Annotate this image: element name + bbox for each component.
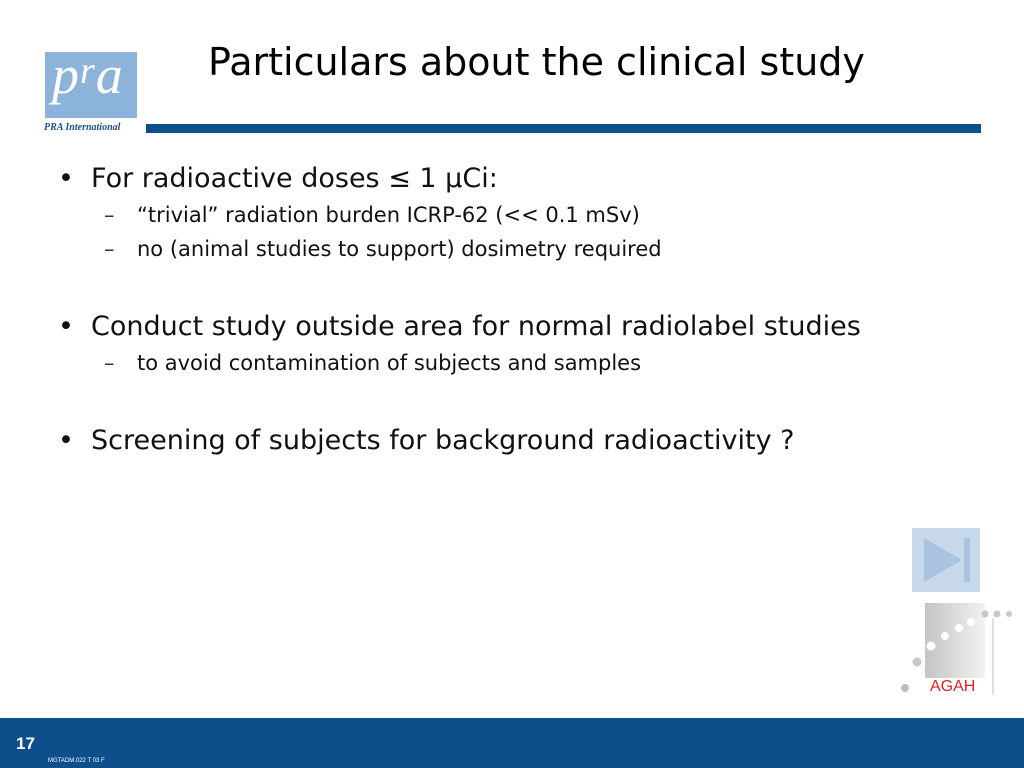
- bullet-dot: •: [58, 311, 74, 342]
- sub-bullet-item: [58, 198, 988, 232]
- sub-bullet-dash: –: [104, 351, 115, 375]
- next-slide-button[interactable]: [912, 528, 980, 592]
- play-next-icon: [912, 528, 980, 592]
- pra-logo-subtitle: PRA International: [44, 122, 121, 133]
- slide-content: [58, 160, 988, 460]
- bullet-text: Screening of subjects for background radioactivity ?: [91, 425, 795, 456]
- bullet-dot: •: [58, 425, 74, 456]
- sub-bullet-item: [58, 232, 988, 266]
- pra-logo-letters: $p^ra$: [52, 45, 124, 105]
- agah-logo-text: AGAH: [930, 678, 976, 695]
- bullet-dot: •: [58, 163, 74, 194]
- page-number: 17: [16, 734, 35, 753]
- sub-bullet-item: [58, 346, 988, 380]
- bullet-text: Conduct study outside area for normal radiolabel studies: [91, 311, 861, 342]
- sub-bullet-text: “trivial” radiation burden ICRP-62 (<< 0.1 mSv): [137, 203, 640, 227]
- sub-bullet-dash: –: [104, 237, 115, 261]
- bullet-item: [58, 160, 988, 198]
- sub-bullet-text: to avoid contamination of subjects and samples: [137, 351, 642, 375]
- title-divider: [146, 124, 981, 133]
- slide-title: Particulars about the clinical study: [208, 40, 865, 84]
- footer-bar: [0, 718, 1024, 768]
- sub-bullet-dash: –: [104, 203, 115, 227]
- bullet-text: For radioactive doses ≤ 1 µCi:: [91, 163, 498, 194]
- sub-bullet-text: no (animal studies to support) dosimetry required: [137, 237, 662, 261]
- bullet-item: [58, 422, 988, 460]
- bullet-item: [58, 308, 988, 346]
- document-code: MGTADM.022 T 03 F: [48, 758, 105, 764]
